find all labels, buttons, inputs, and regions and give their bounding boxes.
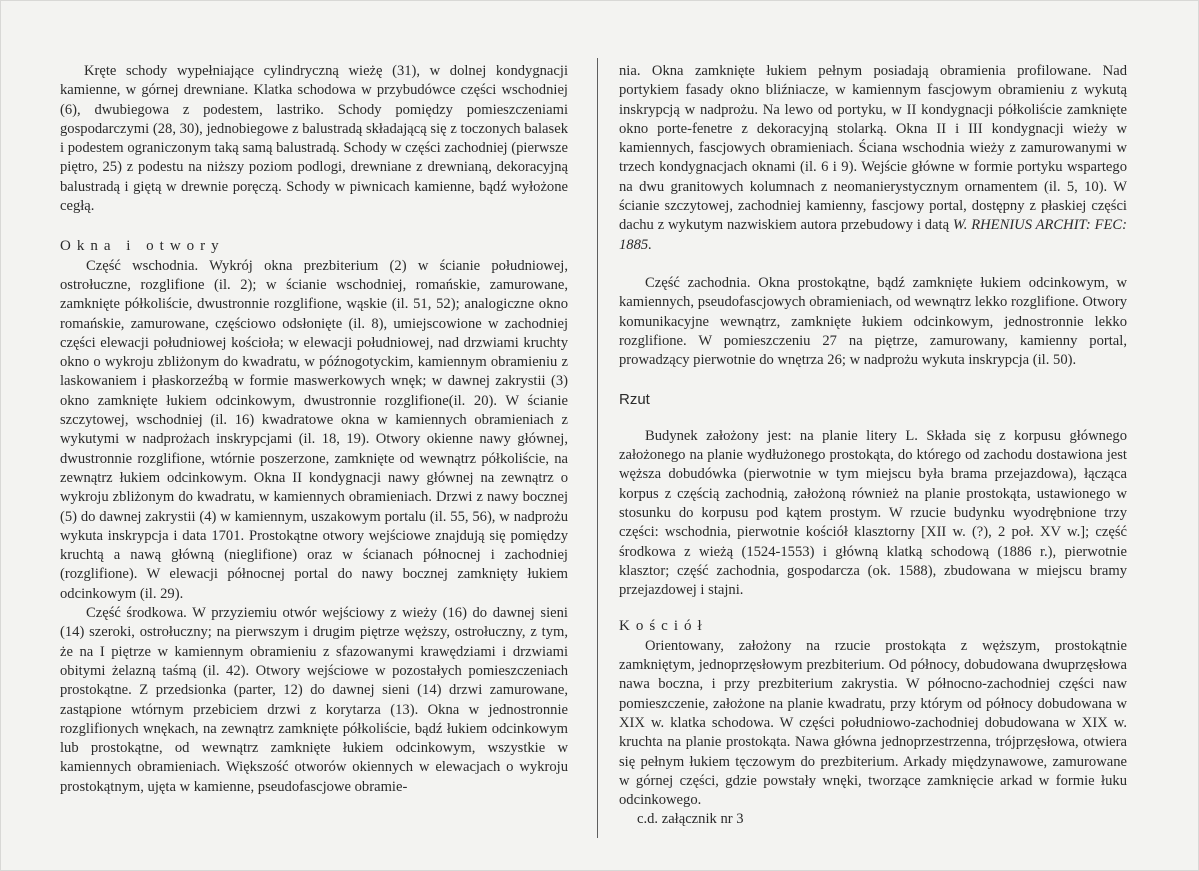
column-divider	[597, 58, 598, 838]
paragraph-rzut: Budynek założony jest: na planie litery L. Składa się z korpusu głównego założonego na planie wydłużonego prostokąta, do którego od zachodu dostawiona jest węższa dobudówka (pierwotnie w tym miejscu była brama przejazdowa), łącząca korpus z częścią zachodnią, założoną również na planie prostokąta, ustawionego w stosunku do korpusu pod kątem prostym. W rzucie budynku wyodrębnione trzy części: wschodnia, pierwotnie kościół klasztorny [XII w. (?), 2 poł. XV w.]; część środkowa z wieżą (1524-1553) i główną klatką schodową (1886 r.), pierwotnie klasztor; część zachodnia, gospodarcza (ok. 1588), zbudowana w miejscu bramy przejazdowej i stajni.	[619, 427, 1127, 599]
paragraph-kosciol: Orientowany, założony na rzucie prostokąta z węższym, prostokątnie zamkniętym, jednoprzęsłowym prezbiterium. Od północy, dobudowana dwuprzęsłowa nawa boczna, i przy prezbiterium zakrystia. W północno-zachodniej części naw pomieszczenie, założone na planie kwadratu, przy którym od północy dobudowana w XIX w. klatka schodowa. W części południowo-zachodniej dobudowana w XIX w. kruchta na planie prostokąta. Nawa główna jednoprzestrzenna, trójprzęsłowa, otwiera się pełnym łukiem tęczowym do prezbiterium. Arkady międzynawowe, zamurowane w górnej części, gdzie powstały wnęki, tworzące zamknięcie arkad w formie łuku odcinkowego.	[619, 637, 1127, 809]
heading-kosciol: Kościół	[619, 618, 708, 635]
heading-rzut: Rzut	[619, 391, 650, 409]
heading-okna-i-otwory: Okna i otwory	[60, 238, 225, 255]
paragraph-continued-text: nia. Okna zamknięte łukiem pełnym posiadają obramienia profilowane. Nad portykiem fasady okno bliźniacze, w kamiennym fascjowym obramieniu z wykutą inskrypcją w nadprożu. Na lewo od portyku, w II kondygnacji półkoliście zamknięte okno porte-fenetre z dekoracyjną stolarką. Okna II i III kondygnacji wieży w kamiennych, fascjowych obramieniach. Ściana wschodnia wieży z zamurowanymi w trzech kondygnacjach oknami (il. 6 i 9). Wejście główne w formie portyku wspartego na dwu granitowych kolumnach z neomanierystycznym ornamentem (il. 5, 10). W ścianie szczytowej, zachodniej kamienny, fascjowy portal, dostępny z płaskiej części dachu z wykutym nazwiskiem autora przebudowy i datą	[619, 63, 1127, 234]
continuation-note: c.d. załącznik nr 3	[637, 811, 744, 828]
paragraph-continued	[619, 62, 1127, 255]
paragraph-czesc-wschodnia: Część wschodnia. Wykrój okna prezbiterium (2) w ścianie południowej, ostrołuczne, rozglifione (il. 2); w ścianie wschodniej, romańskie, zamurowane, zamknięte półkoliście, dwustronnie rozglifione, wąskie (il. 51, 52); analogiczne okno romańskie, zamurowane, częściowo odsłonięte (il. 8), umiejscowione w zachodniej części elewacji południowej kościoła; w elewacji południowej, nad drzwiami kruchty okno o wykroju zbliżonym do kwadratu, w późnogotyckim, kamiennym obramieniu z laskowaniem i płaskorzeźbą w formie maswerkowych wnęk; w dawnej zakrystii (3) okno zamknięte łukiem odcinkowym, dwustronnie rozglifione(il. 20). W ścianie szczytowej, wschodniej (il. 16) kwadratowe okna w kamiennych obramieniach z wykutymi w nadprożach inskrypcjami (il. 18, 19). Otwory okienne nawy głównej, dwustronnie rozglifione, wtórnie poszerzone, zamknięte od wewnątrz półkoliście, na zewnątrz łukiem odcinkowym. Okna II kondygnacji nawy głównej na zewnątrz o wykroju zbliżonym do kwadratu, w kamiennych obramieniach. Drzwi z nawy bocznej (5) do dawnej zakrystii (4) w kamiennym, uszakowym portalu (il. 55, 56), w nadprożu wykuta inskrypcja i data 1701. Prostokątne otwory wejściowe znajdują się pomiędzy kruchtą a nawą główną (nieglifione) oraz w ścianach północnej i zachodniej (rozglifione). W elewacji północnej portal do nawy bocznej zamknięty łukiem odcinkowym (il. 29).	[60, 257, 568, 602]
paragraph-czesc-srodkowa: Część środkowa. W przyziemiu otwór wejściowy z wieży (16) do dawnej sieni (14) szeroki, ostrołuczny; na pierwszym i drugim piętrze węższy, ostrołuczny, z tym, że na I piętrze w kamiennym obramieniu z sfazowanymi krawędziami i drzwiami obitymi żelazną taśmą (il. 42). Otwory wejściowe w pozostałych pomieszczeniach prostokątne. Z przedsionka (parter, 12) do dawnej sieni (14) drzwi zamurowane, zastąpione wtórnym przebiciem drzwi z korytarza (13). Okna w jednostronnie rozglifionych wnękach, na zewnątrz zamknięte półkoliście, bądź łukiem odcinkowym lub prostokątne, od wewnątrz zamknięte łukiem odcinkowym, wszystkie w kamiennych obramieniach. Większość otworów okiennych w elewacjach o wykroju prostokątnym, ujęta w kamienne, pseudofascjowe obramie-	[60, 605, 568, 795]
inscription-text: W. RHENIUS ARCHIT: FEC: 1885.	[619, 217, 1128, 253]
paragraph-czesc-zachodnia: Część zachodnia. Okna prostokątne, bądź zamknięte łukiem odcinkowym, w kamiennych, pseudofascjowych obramieniach, od wewnątrz lekko rozglifione. Otwory komunikacyjne wewnątrz, zamknięte łukiem odcinkowym, jednostronnie lekko rozglifione. W pomieszczeniu 27 na piętrze, zamurowany, kamienny portal, prowadzący pierwotnie do wnętrza 26; w nadprożu wykuta inskrypcja (il. 50).	[619, 274, 1127, 369]
right-column	[619, 62, 1127, 830]
paragraph-stairs: Kręte schody wypełniające cylindryczną wieżę (31), w dolnej kondygnacji kamienne, w górnej drewniane. Klatka schodowa w przybudówce części wschodniej (6), dwubiegowa z podestem, lastriko. Schody pomiędzy pomieszczeniami gospodarczymi (28, 30), jednobiegowe z balustradą składającą się z toczonych balasek i podestem ograniczonym taką samą balustradą. Schody w części zachodniej (pierwsze piętro, 25) z podestu na niższy poziom podlogi, drewniane z drewnianą, dekoracyjną balustradą i giętą w drewnie poręczą. Schody w piwnicach kamienne, bądź wyłożone cegłą.	[60, 63, 568, 215]
left-column	[60, 62, 568, 797]
